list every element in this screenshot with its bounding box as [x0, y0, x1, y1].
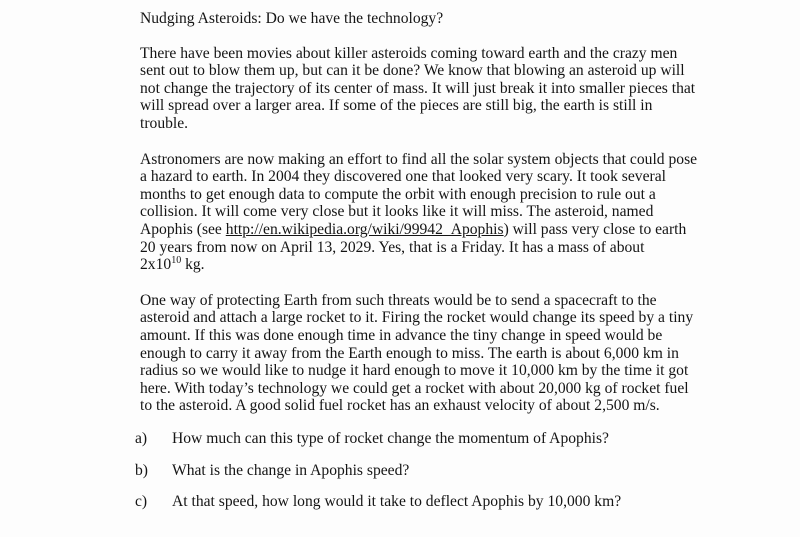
text-line: 20 years from now on April 13, 2029. Yes, that is a Friday. It has a mass of about — [140, 238, 645, 256]
mass-unit: kg. — [181, 256, 205, 274]
text-line: There have been movies about killer asteroids coming toward earth and the crazy men — [140, 44, 678, 62]
question-letter: b) — [135, 461, 148, 479]
question-item — [135, 430, 695, 448]
text-line: a hazard to earth. In 2004 they discovered one that looked very scary. It took several — [140, 168, 666, 186]
text-line: here. With today’s technology we could get a rocket with about 20,000 kg of rocket fuel — [140, 379, 689, 397]
text-line-with-link — [140, 221, 695, 239]
question-item — [135, 493, 695, 511]
paragraph-killer-asteroids — [140, 45, 695, 133]
text-fragment: Apophis (see — [140, 220, 226, 238]
question-text: What is the change in Apophis speed? — [172, 461, 410, 479]
question-item — [135, 462, 695, 480]
question-letter: a) — [135, 430, 148, 447]
text-line: collision. It will come very close but it looks like it will miss. The asteroid, named — [140, 203, 654, 221]
text-line: trouble. — [140, 114, 189, 132]
text-line: enough to carry it away from the Earth enough to miss. The earth is about 6,000 km in — [140, 344, 679, 362]
text-line: asteroid and attach a large rocket to it. Firing the rocket would change its speed by a tiny — [140, 309, 694, 327]
text-line: radius so we would like to nudge it hard enough to move it 10,000 km by the time it got — [140, 362, 689, 380]
text-line: not change the trajectory of its center of mass. It will just break it into smaller pieces that — [140, 79, 696, 97]
paragraph-rocket-nudge — [140, 292, 695, 415]
mass-exponent: 10 — [171, 254, 182, 266]
text-line: months to get enough data to compute the orbit with enough precision to rule out a — [140, 185, 656, 203]
document-title: Nudging Asteroids: Do we have the technology? — [140, 10, 444, 27]
apophis-wikipedia-link[interactable]: http://en.wikipedia.org/wiki/99942_Apophis — [225, 220, 504, 238]
mass-base: 2x10 — [140, 256, 172, 274]
paragraph-apophis — [140, 150, 698, 274]
question-letter: c) — [135, 493, 148, 511]
text-line: will spread over a larger area. If some of the pieces are still big, the earth is still in — [140, 97, 653, 115]
text-line: amount. If this was done enough time in advance the tiny change in speed would be — [140, 326, 663, 344]
text-line: Astronomers are now making an effort to find all the solar system objects that could pose — [140, 150, 698, 168]
question-list — [135, 430, 695, 525]
mass-line — [140, 256, 695, 274]
text-fragment: ) will pass very close to earth — [503, 220, 687, 238]
text-line: to the asteroid. A good solid fuel rocket has an exhaust velocity of about 2,500 m/s. — [140, 397, 660, 415]
question-text: At that speed, how long would it take to deflect Apophis by 10,000 km? — [172, 493, 622, 511]
text-line: One way of protecting Earth from such threats would be to send a spacecraft to the — [140, 291, 657, 309]
text-line: sent out to blow them up, but can it be done? We know that blowing an asteroid up will — [140, 62, 685, 80]
document-body — [140, 10, 698, 433]
question-text: How much can this type of rocket change the momentum of Apophis? — [172, 430, 609, 447]
